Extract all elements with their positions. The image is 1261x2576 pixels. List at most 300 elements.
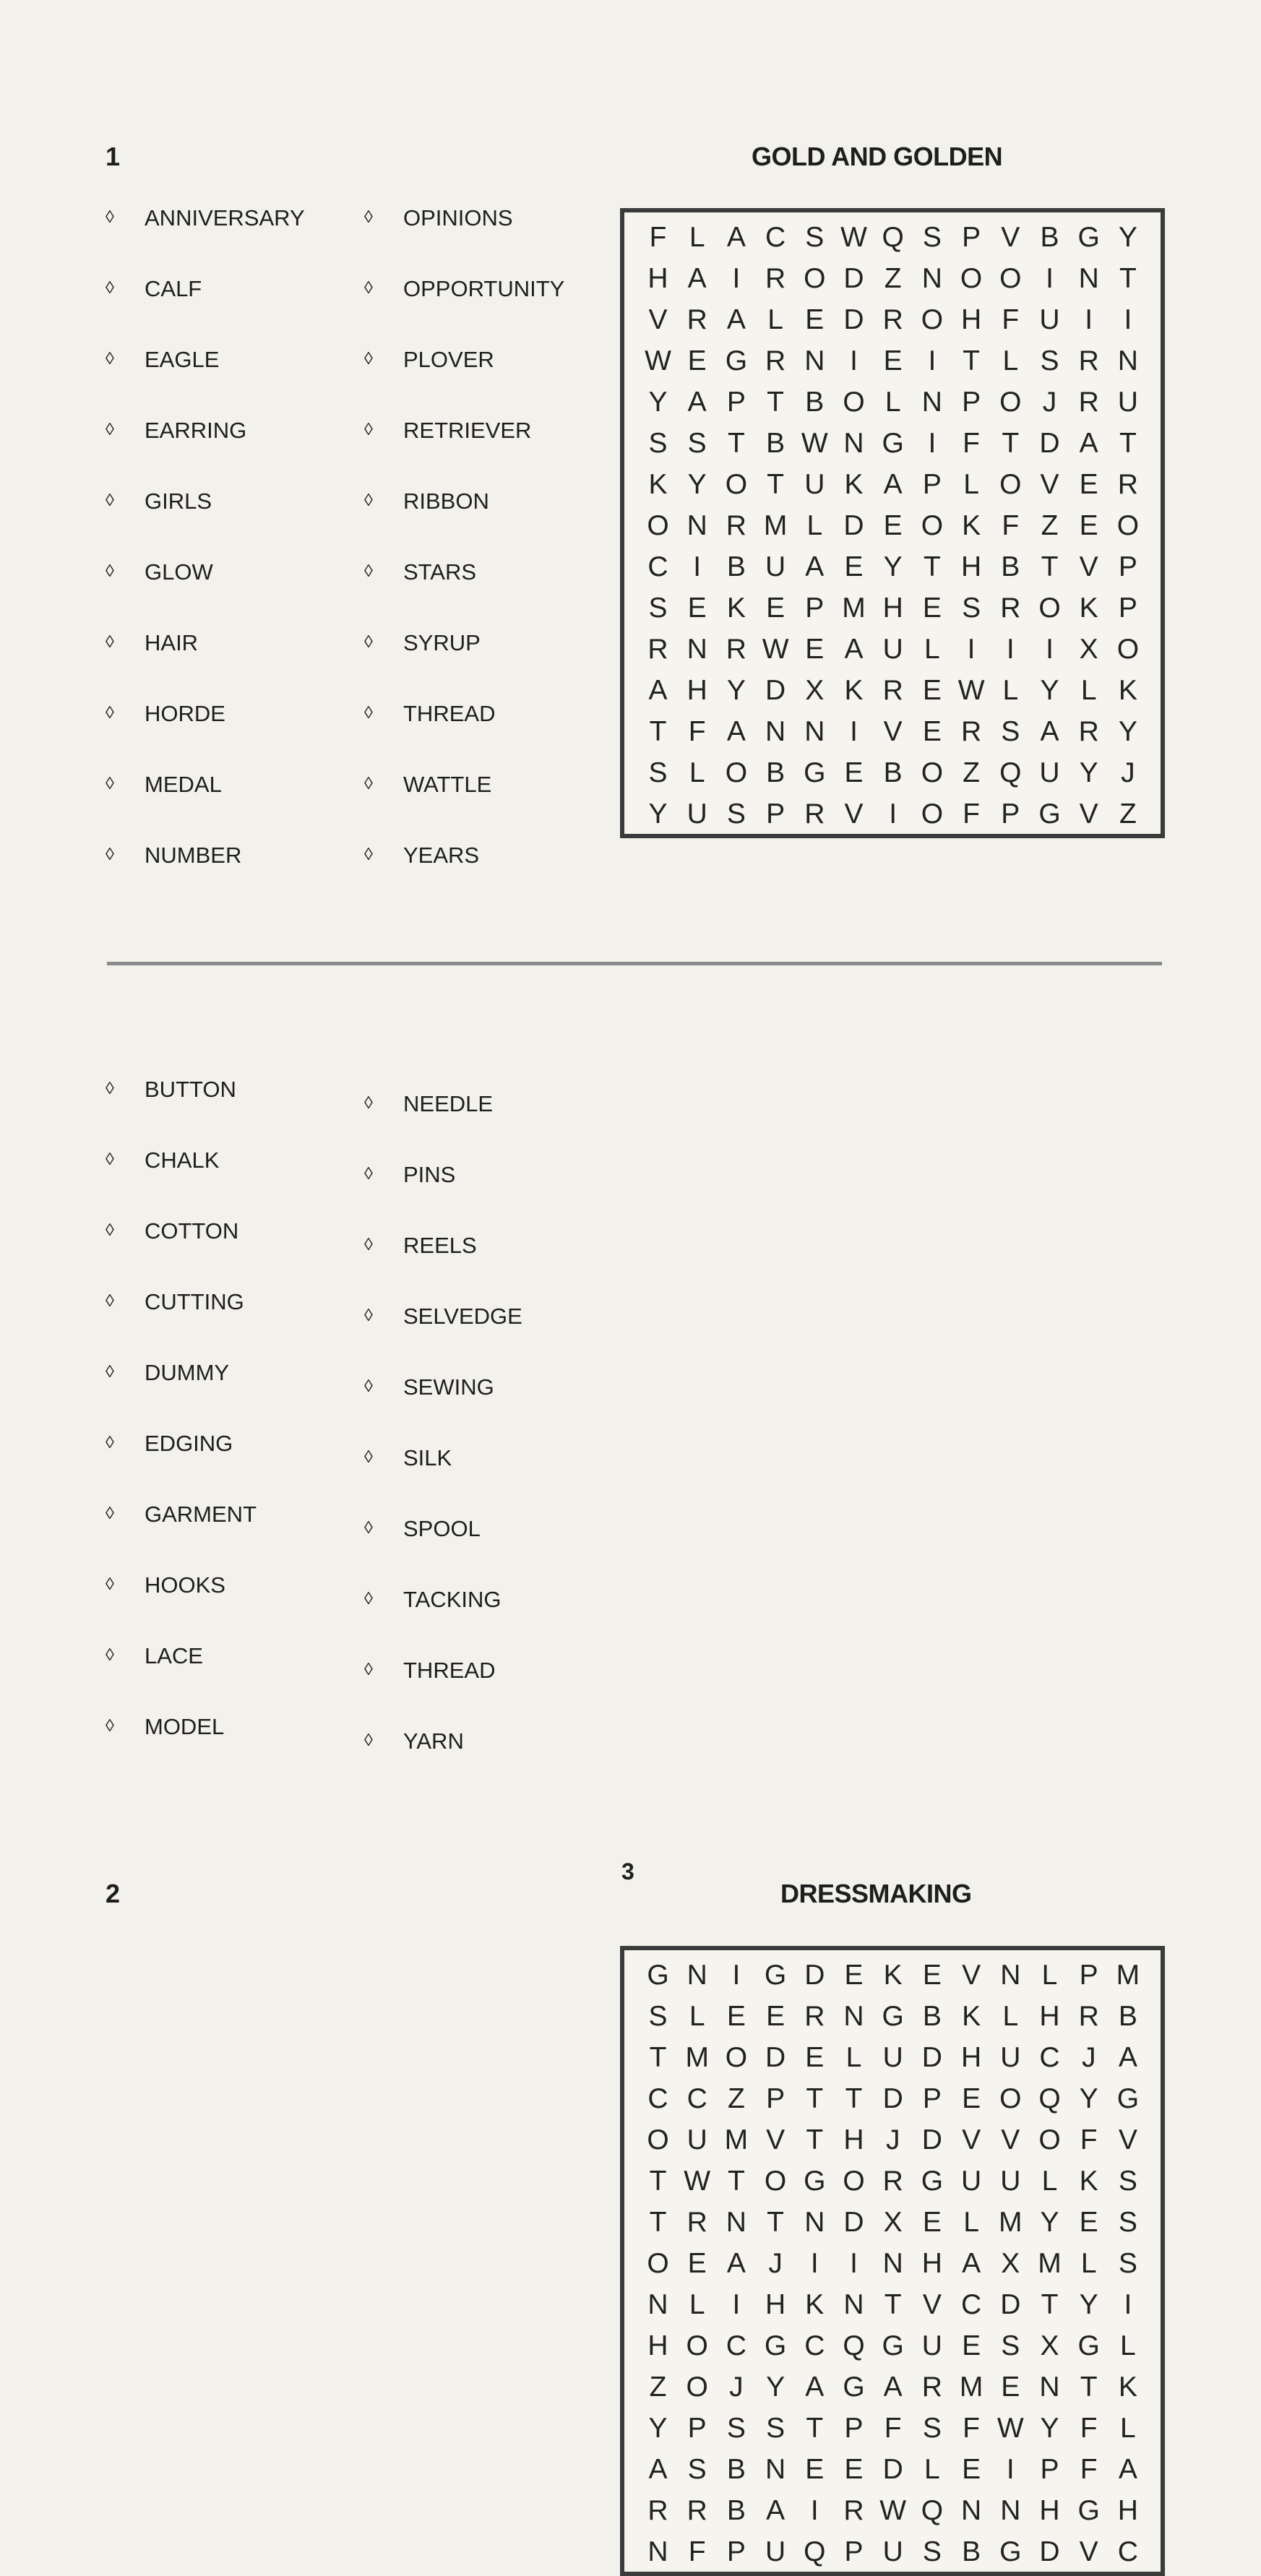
grid-letter[interactable]: P	[1118, 593, 1137, 624]
grid-letter[interactable]: Z	[1119, 798, 1137, 830]
grid-letter[interactable]: R	[1078, 387, 1099, 418]
grid-letter[interactable]: R	[687, 304, 707, 335]
grid-letter[interactable]: C	[647, 2083, 668, 2114]
grid-letter[interactable]: D	[843, 2207, 864, 2238]
grid-letter[interactable]: N	[843, 428, 864, 459]
grid-letter[interactable]: A	[687, 263, 707, 294]
grid-letter[interactable]: E	[1079, 469, 1098, 500]
grid-letter[interactable]: I	[1046, 263, 1054, 294]
grid-letter[interactable]: C	[687, 2083, 707, 2114]
grid-letter[interactable]: T	[806, 2413, 824, 2444]
grid-letter[interactable]: H	[1039, 2001, 1060, 2032]
grid-letter[interactable]: S	[805, 222, 825, 253]
grid-letter[interactable]: I	[1085, 304, 1093, 335]
grid-letter[interactable]: E	[687, 2248, 707, 2279]
grid-letter[interactable]: L	[1041, 1960, 1058, 1991]
grid-letter[interactable]: E	[1001, 2372, 1020, 2403]
grid-letter[interactable]: U	[1039, 757, 1060, 788]
grid-letter[interactable]: E	[687, 345, 707, 376]
grid-letter[interactable]: D	[1039, 2536, 1060, 2567]
grid-letter[interactable]: E	[766, 593, 786, 624]
grid-letter[interactable]: O	[960, 263, 983, 294]
grid-letter[interactable]: T	[806, 2083, 824, 2114]
grid-letter[interactable]: T	[963, 345, 980, 376]
grid-letter[interactable]: N	[804, 716, 825, 747]
grid-letter[interactable]: Y	[766, 2372, 786, 2403]
grid-letter[interactable]: N	[921, 387, 942, 418]
grid-letter[interactable]: P	[766, 798, 786, 830]
grid-letter[interactable]: E	[883, 510, 903, 541]
grid-letter[interactable]: S	[922, 2413, 942, 2444]
grid-letter[interactable]: U	[1000, 2042, 1021, 2073]
grid-letter[interactable]: O	[647, 510, 669, 541]
grid-letter[interactable]: E	[805, 2042, 825, 2073]
grid-letter[interactable]: G	[843, 2372, 865, 2403]
grid-letter[interactable]: R	[687, 2207, 707, 2238]
grid-letter[interactable]: K	[1079, 593, 1098, 624]
grid-letter[interactable]: D	[882, 2083, 903, 2114]
grid-letter[interactable]: S	[648, 2001, 668, 2032]
grid-letter[interactable]: T	[884, 2289, 902, 2320]
grid-letter[interactable]: P	[962, 222, 981, 253]
grid-letter[interactable]: K	[805, 2289, 825, 2320]
grid-letter[interactable]: G	[1077, 2495, 1100, 2526]
grid-letter[interactable]: M	[763, 510, 788, 541]
grid-letter[interactable]: C	[726, 2330, 746, 2361]
grid-letter[interactable]: F	[963, 428, 980, 459]
grid-letter[interactable]: K	[1118, 2372, 1137, 2403]
grid-letter[interactable]: S	[687, 428, 707, 459]
grid-letter[interactable]: E	[687, 593, 707, 624]
grid-letter[interactable]: A	[648, 2454, 668, 2485]
grid-letter[interactable]: A	[805, 551, 825, 582]
grid-letter[interactable]: T	[1041, 551, 1059, 582]
grid-letter[interactable]: G	[999, 2536, 1022, 2567]
grid-letter[interactable]: A	[648, 675, 668, 706]
grid-letter[interactable]: R	[1078, 345, 1099, 376]
grid-letter[interactable]: K	[962, 510, 981, 541]
grid-letter[interactable]: H	[1117, 2495, 1138, 2526]
grid-letter[interactable]: I	[850, 716, 858, 747]
grid-letter[interactable]: T	[806, 2124, 824, 2155]
grid-letter[interactable]: U	[687, 2124, 707, 2155]
grid-letter[interactable]: W	[645, 345, 671, 376]
grid-letter[interactable]: A	[726, 222, 746, 253]
grid-letter[interactable]: G	[1077, 222, 1100, 253]
grid-letter[interactable]: A	[1079, 428, 1098, 459]
grid-letter[interactable]: Y	[648, 2413, 668, 2444]
grid-letter[interactable]: R	[1000, 593, 1021, 624]
grid-letter[interactable]: V	[1079, 551, 1098, 582]
grid-letter[interactable]: G	[804, 2166, 826, 2197]
grid-letter[interactable]: N	[804, 2207, 825, 2238]
grid-letter[interactable]: S	[648, 593, 668, 624]
grid-letter[interactable]: W	[801, 428, 828, 459]
grid-letter[interactable]: P	[726, 387, 746, 418]
grid-letter[interactable]: Y	[648, 387, 668, 418]
grid-letter[interactable]: S	[726, 2413, 746, 2444]
grid-letter[interactable]: P	[922, 469, 942, 500]
grid-letter[interactable]: N	[765, 2454, 786, 2485]
grid-letter[interactable]: O	[725, 2042, 748, 2073]
grid-letter[interactable]: E	[844, 1960, 864, 1991]
grid-letter[interactable]: E	[922, 716, 942, 747]
grid-letter[interactable]: N	[687, 1960, 707, 1991]
grid-letter[interactable]: O	[999, 2083, 1022, 2114]
grid-letter[interactable]: N	[1000, 1960, 1021, 1991]
grid-letter[interactable]: B	[962, 2536, 981, 2567]
grid-letter[interactable]: W	[684, 2166, 711, 2197]
grid-letter[interactable]: R	[921, 2372, 942, 2403]
grid-letter[interactable]: F	[1002, 510, 1020, 541]
grid-letter[interactable]: E	[805, 2454, 825, 2485]
grid-letter[interactable]: J	[1042, 387, 1057, 418]
grid-letter[interactable]: L	[963, 2207, 979, 2238]
grid-letter[interactable]: O	[999, 263, 1022, 294]
grid-letter[interactable]: T	[1002, 428, 1020, 459]
grid-letter[interactable]: R	[647, 2495, 668, 2526]
grid-letter[interactable]: L	[924, 634, 940, 665]
grid-letter[interactable]: Y	[1079, 2083, 1098, 2114]
grid-letter[interactable]: L	[767, 304, 783, 335]
grid-letter[interactable]: G	[882, 2330, 904, 2361]
grid-letter[interactable]: H	[765, 2289, 786, 2320]
grid-letter[interactable]: J	[885, 2124, 900, 2155]
grid-letter[interactable]: L	[963, 469, 979, 500]
grid-letter[interactable]: C	[804, 2330, 825, 2361]
grid-letter[interactable]: U	[882, 2536, 903, 2567]
grid-letter[interactable]: C	[961, 2289, 982, 2320]
grid-letter[interactable]: N	[765, 716, 786, 747]
grid-letter[interactable]: P	[805, 593, 825, 624]
grid-letter[interactable]: T	[649, 2042, 667, 2073]
grid-letter[interactable]: B	[726, 2454, 746, 2485]
grid-letter[interactable]: E	[922, 2207, 942, 2238]
grid-letter[interactable]: N	[1039, 2372, 1060, 2403]
grid-letter[interactable]: P	[726, 2536, 746, 2567]
grid-letter[interactable]: E	[962, 2454, 981, 2485]
grid-letter[interactable]: P	[766, 2083, 786, 2114]
grid-letter[interactable]: N	[921, 263, 942, 294]
grid-letter[interactable]: P	[844, 2413, 864, 2444]
grid-letter[interactable]: D	[1039, 428, 1060, 459]
grid-letter[interactable]: L	[1041, 2166, 1058, 2197]
grid-letter[interactable]: P	[1040, 2454, 1059, 2485]
grid-letter[interactable]: Z	[1041, 510, 1059, 541]
grid-letter[interactable]: L	[689, 2289, 705, 2320]
grid-letter[interactable]: Z	[649, 2372, 667, 2403]
grid-letter[interactable]: R	[765, 345, 786, 376]
grid-letter[interactable]: E	[805, 634, 825, 665]
grid-letter[interactable]: F	[1080, 2124, 1098, 2155]
grid-letter[interactable]: L	[1120, 2413, 1136, 2444]
grid-letter[interactable]: W	[879, 2495, 907, 2526]
grid-letter[interactable]: I	[810, 2495, 819, 2526]
grid-letter[interactable]: O	[921, 798, 944, 830]
grid-letter[interactable]: K	[1118, 675, 1137, 706]
grid-letter[interactable]: M	[1038, 2248, 1062, 2279]
grid-letter[interactable]: Y	[1040, 2413, 1059, 2444]
grid-letter[interactable]: W	[840, 222, 867, 253]
grid-letter[interactable]: U	[1117, 387, 1138, 418]
grid-letter[interactable]: T	[727, 2166, 745, 2197]
grid-letter[interactable]: T	[1080, 2372, 1098, 2403]
grid-letter[interactable]: P	[1079, 1960, 1098, 1991]
grid-letter[interactable]: G	[764, 2330, 787, 2361]
grid-letter[interactable]: O	[725, 469, 748, 500]
grid-letter[interactable]: H	[961, 2042, 982, 2073]
grid-letter[interactable]: A	[687, 387, 707, 418]
grid-letter[interactable]: W	[997, 2413, 1024, 2444]
grid-letter[interactable]: O	[686, 2330, 708, 2361]
grid-letter[interactable]: D	[765, 2042, 786, 2073]
grid-letter[interactable]: S	[687, 2454, 707, 2485]
grid-letter[interactable]: K	[844, 469, 864, 500]
grid-letter[interactable]: L	[1080, 2248, 1097, 2279]
grid-letter[interactable]: K	[726, 593, 746, 624]
grid-letter[interactable]: O	[1038, 593, 1061, 624]
grid-letter[interactable]: D	[765, 675, 786, 706]
grid-letter[interactable]: N	[882, 2248, 903, 2279]
grid-letter[interactable]: O	[999, 469, 1022, 500]
grid-letter[interactable]: E	[962, 2330, 981, 2361]
grid-letter[interactable]: Y	[687, 469, 707, 500]
grid-letter[interactable]: B	[1001, 551, 1020, 582]
grid-letter[interactable]: N	[843, 2001, 864, 2032]
grid-letter[interactable]: G	[882, 2001, 904, 2032]
grid-letter[interactable]: A	[726, 2248, 746, 2279]
grid-letter[interactable]: V	[922, 2289, 942, 2320]
grid-letter[interactable]: B	[766, 757, 786, 788]
grid-letter[interactable]: J	[768, 2248, 783, 2279]
grid-letter[interactable]: E	[922, 675, 942, 706]
grid-letter[interactable]: M	[842, 593, 866, 624]
grid-letter[interactable]: S	[648, 428, 668, 459]
grid-letter[interactable]: I	[967, 634, 976, 665]
grid-letter[interactable]: R	[647, 634, 668, 665]
grid-letter[interactable]: Y	[1040, 675, 1059, 706]
grid-letter[interactable]: V	[648, 304, 668, 335]
grid-letter[interactable]: B	[726, 551, 746, 582]
grid-letter[interactable]: A	[726, 304, 746, 335]
grid-letter[interactable]: U	[882, 2042, 903, 2073]
grid-letter[interactable]: O	[804, 263, 826, 294]
grid-letter[interactable]: U	[961, 2166, 982, 2197]
grid-letter[interactable]: X	[1001, 2248, 1020, 2279]
grid-letter[interactable]: B	[766, 428, 786, 459]
grid-letter[interactable]: R	[882, 2166, 903, 2197]
grid-letter[interactable]: S	[1118, 2166, 1137, 2197]
grid-letter[interactable]: B	[1040, 222, 1059, 253]
grid-letter[interactable]: G	[1077, 2330, 1100, 2361]
grid-letter[interactable]: I	[732, 263, 741, 294]
grid-letter[interactable]: Y	[726, 675, 746, 706]
grid-letter[interactable]: T	[649, 716, 667, 747]
grid-letter[interactable]: P	[922, 2083, 942, 2114]
grid-letter[interactable]: T	[1119, 263, 1137, 294]
grid-letter[interactable]: Q	[882, 222, 904, 253]
grid-letter[interactable]: E	[962, 2083, 981, 2114]
grid-letter[interactable]: T	[923, 551, 941, 582]
grid-letter[interactable]: F	[649, 222, 667, 253]
grid-letter[interactable]: L	[845, 2042, 862, 2073]
grid-letter[interactable]: H	[961, 304, 982, 335]
grid-letter[interactable]: T	[767, 2207, 784, 2238]
grid-letter[interactable]: D	[921, 2042, 942, 2073]
grid-letter[interactable]: E	[766, 2001, 786, 2032]
grid-letter[interactable]: M	[724, 2124, 749, 2155]
grid-letter[interactable]: V	[1079, 798, 1098, 830]
grid-letter[interactable]: E	[805, 304, 825, 335]
grid-letter[interactable]: J	[1121, 757, 1135, 788]
grid-letter[interactable]: H	[1039, 2495, 1060, 2526]
grid-letter[interactable]: A	[883, 2372, 903, 2403]
grid-letter[interactable]: H	[961, 551, 982, 582]
grid-letter[interactable]: M	[959, 2372, 984, 2403]
grid-letter[interactable]: O	[647, 2248, 669, 2279]
grid-letter[interactable]: I	[693, 551, 702, 582]
grid-letter[interactable]: K	[1079, 2166, 1098, 2197]
grid-letter[interactable]: G	[1116, 2083, 1140, 2114]
grid-letter[interactable]: H	[882, 593, 903, 624]
grid-letter[interactable]: S	[922, 2536, 942, 2567]
grid-letter[interactable]: T	[649, 2166, 667, 2197]
grid-letter[interactable]: S	[922, 222, 942, 253]
grid-letter[interactable]: X	[805, 675, 825, 706]
grid-letter[interactable]: L	[689, 222, 705, 253]
grid-letter[interactable]: N	[647, 2289, 668, 2320]
grid-letter[interactable]: F	[1002, 304, 1020, 335]
grid-letter[interactable]: V	[883, 716, 903, 747]
grid-letter[interactable]: S	[648, 757, 668, 788]
grid-letter[interactable]: Q	[1038, 2083, 1061, 2114]
grid-letter[interactable]: U	[882, 634, 903, 665]
grid-letter[interactable]: L	[924, 2454, 940, 2485]
grid-letter[interactable]: Q	[999, 757, 1022, 788]
grid-letter[interactable]: L	[806, 510, 823, 541]
grid-letter[interactable]: D	[843, 263, 864, 294]
grid-letter[interactable]: I	[889, 798, 898, 830]
grid-letter[interactable]: O	[921, 757, 944, 788]
grid-letter[interactable]: E	[1079, 510, 1098, 541]
grid-letter[interactable]: O	[843, 387, 865, 418]
grid-letter[interactable]: R	[726, 634, 746, 665]
grid-letter[interactable]: H	[647, 263, 668, 294]
grid-letter[interactable]: I	[928, 428, 937, 459]
grid-letter[interactable]: A	[766, 2495, 786, 2526]
grid-letter[interactable]: V	[766, 2124, 786, 2155]
grid-letter[interactable]: O	[686, 2372, 708, 2403]
grid-letter[interactable]: I	[850, 345, 858, 376]
grid-letter[interactable]: T	[727, 428, 745, 459]
grid-letter[interactable]: N	[961, 2495, 982, 2526]
grid-letter[interactable]: U	[765, 2536, 786, 2567]
grid-letter[interactable]: C	[1039, 2042, 1060, 2073]
grid-letter[interactable]: J	[729, 2372, 744, 2403]
grid-letter[interactable]: N	[804, 345, 825, 376]
grid-letter[interactable]: F	[884, 2413, 902, 2444]
grid-letter[interactable]: L	[1002, 345, 1019, 376]
grid-letter[interactable]: T	[767, 387, 784, 418]
grid-letter[interactable]: E	[844, 757, 864, 788]
grid-letter[interactable]: Y	[883, 551, 903, 582]
grid-letter[interactable]: L	[1002, 675, 1019, 706]
grid-letter[interactable]: L	[689, 2001, 705, 2032]
grid-letter[interactable]: V	[1001, 2124, 1020, 2155]
grid-letter[interactable]: O	[921, 304, 944, 335]
grid-letter[interactable]: A	[805, 2372, 825, 2403]
grid-letter[interactable]: S	[962, 593, 981, 624]
grid-letter[interactable]: D	[921, 2124, 942, 2155]
grid-letter[interactable]: H	[687, 675, 707, 706]
grid-letter[interactable]: A	[844, 634, 864, 665]
grid-letter[interactable]: D	[843, 510, 864, 541]
grid-letter[interactable]: D	[1000, 2289, 1021, 2320]
grid-letter[interactable]: G	[725, 345, 748, 376]
grid-letter[interactable]: L	[1120, 2330, 1136, 2361]
grid-letter[interactable]: U	[1039, 304, 1060, 335]
grid-letter[interactable]: O	[1116, 510, 1140, 541]
grid-letter[interactable]: L	[1002, 2001, 1019, 2032]
grid-letter[interactable]: H	[843, 2124, 864, 2155]
grid-letter[interactable]: R	[804, 2001, 825, 2032]
grid-letter[interactable]: F	[1080, 2413, 1098, 2444]
grid-letter[interactable]: D	[843, 304, 864, 335]
grid-letter[interactable]: E	[883, 345, 903, 376]
grid-letter[interactable]: W	[762, 634, 789, 665]
grid-letter[interactable]: P	[687, 2413, 707, 2444]
grid-letter[interactable]: R	[1078, 2001, 1099, 2032]
grid-letter[interactable]: Y	[1118, 716, 1137, 747]
grid-letter[interactable]: L	[1080, 675, 1097, 706]
grid-letter[interactable]: L	[885, 387, 901, 418]
grid-letter[interactable]: T	[1041, 2289, 1059, 2320]
grid-letter[interactable]: Q	[804, 2536, 826, 2567]
grid-letter[interactable]: N	[1117, 345, 1138, 376]
grid-letter[interactable]: E	[844, 2454, 864, 2485]
grid-letter[interactable]: T	[767, 469, 784, 500]
grid-letter[interactable]: R	[882, 675, 903, 706]
grid-letter[interactable]: Z	[963, 757, 980, 788]
grid-letter[interactable]: J	[1081, 2042, 1096, 2073]
grid-letter[interactable]: N	[843, 2289, 864, 2320]
grid-letter[interactable]: E	[1079, 2207, 1098, 2238]
grid-letter[interactable]: R	[804, 798, 825, 830]
grid-letter[interactable]: K	[648, 469, 668, 500]
grid-letter[interactable]: G	[764, 1960, 787, 1991]
grid-letter[interactable]: N	[726, 2207, 746, 2238]
grid-letter[interactable]: H	[921, 2248, 942, 2279]
grid-letter[interactable]: U	[687, 798, 707, 830]
grid-letter[interactable]: A	[726, 716, 746, 747]
grid-letter[interactable]: I	[810, 2248, 819, 2279]
grid-letter[interactable]: O	[1038, 2124, 1061, 2155]
grid-letter[interactable]: F	[963, 2413, 980, 2444]
grid-letter[interactable]: R	[687, 2495, 707, 2526]
grid-letter[interactable]: C	[765, 222, 786, 253]
grid-letter[interactable]: P	[1118, 551, 1137, 582]
grid-letter[interactable]: I	[1124, 304, 1132, 335]
grid-letter[interactable]: P	[962, 387, 981, 418]
grid-letter[interactable]: R	[882, 304, 903, 335]
grid-letter[interactable]: M	[685, 2042, 709, 2073]
grid-letter[interactable]: I	[1006, 634, 1015, 665]
grid-letter[interactable]: O	[725, 757, 748, 788]
grid-letter[interactable]: A	[962, 2248, 981, 2279]
grid-letter[interactable]: P	[1001, 798, 1020, 830]
grid-letter[interactable]: O	[843, 2166, 865, 2197]
grid-letter[interactable]: R	[726, 510, 746, 541]
